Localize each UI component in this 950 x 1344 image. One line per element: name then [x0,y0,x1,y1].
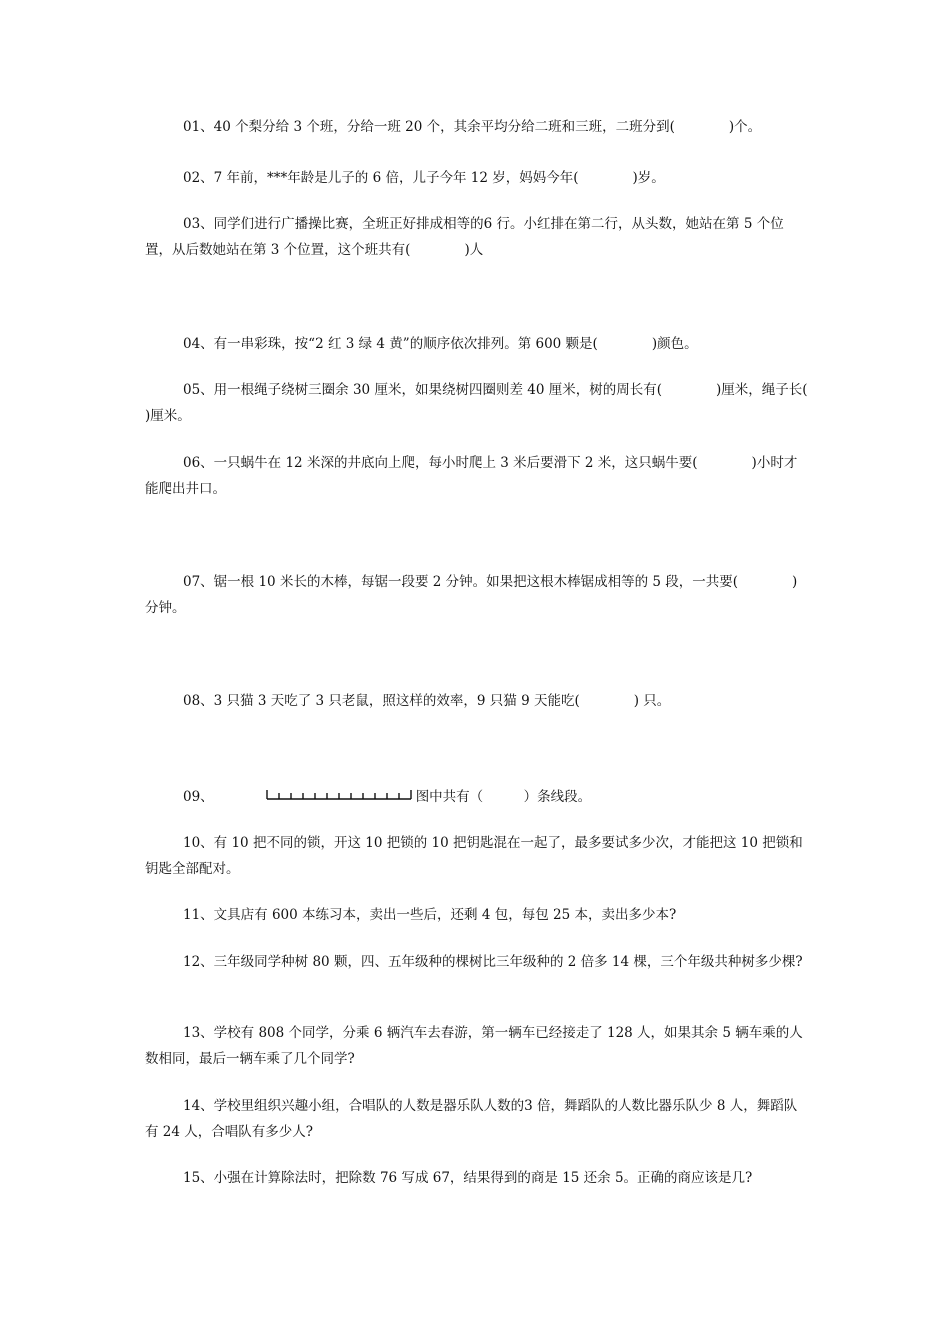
question-03: 03、同学们进行广播操比赛，全班正好排成相等的6 行。小红排在第二行，从头数，她站在第 5 个位置，从后数她站在第 3 个位置，这个班共有( )人 [145,216,784,258]
question-09-text: 图中共有（ ）条线段。 [415,789,592,805]
question-04: 04、有一串彩珠，按“2 红 3 绿 4 黄”的顺序依次排列。第 600 颗是( )颜色。 [183,336,698,352]
question-06: 06、一只蜗牛在 12 米深的井底向上爬，每小时爬上 3 米后要滑下 2 米，这只蜗牛要( )小时才能爬出井口。 [145,455,798,497]
question-13: 13、学校有 808 个同学，分乘 6 辆汽车去春游，第一辆车已经接走了 128 人，如果其余 5 辆车乘的人数相同，最后一辆车乘了几个同学? [145,1025,803,1067]
question-14: 14、学校里组织兴趣小组，合唱队的人数是器乐队人数的3 倍，舞蹈队的人数比器乐队少 8 人，舞蹈队有 24 人，合唱队有多少人? [145,1098,798,1140]
question-10: 10、有 10 把不同的锁，开这 10 把锁的 10 把钥匙混在一起了，最多要试多少次，才能把这 10 把锁和钥匙全部配对。 [145,835,803,877]
question-09-number: 09、 [183,789,214,805]
question-15: 15、小强在计算除法时，把除数 76 写成 67，结果得到的商是 15 还余 5。正确的商应该是几? [183,1170,753,1186]
question-02: 02、7 年前，***年龄是儿子的 6 倍，儿子今年 12 岁，妈妈今年( )岁。 [183,170,665,186]
line-segment-diagram [228,785,412,811]
question-11: 11、文具店有 600 本练习本，卖出一些后，还剩 4 包，每包 25 本，卖出多少本? [183,907,677,923]
question-07: 07、锯一根 10 米长的木棒，每锯一段要 2 分钟。如果把这根木棒锯成相等的 5 段，一共要( )分钟。 [145,574,798,616]
question-01: 01、40 个梨分给 3 个班，分给一班 20 个，其余平均分给二班和三班，二班分到( )个。 [183,119,762,135]
question-05: 05、用一根绳子绕树三圈余 30 厘米，如果绕树四圈则差 40 厘米，树的周长有( )厘米，绳子长( )厘米。 [145,382,862,424]
question-08: 08、3 只猫 3 天吃了 3 只老鼠，照这样的效率，9 只猫 9 天能吃( ) 只。 [183,693,671,709]
question-09 [145,784,810,811]
question-12: 12、三年级同学种树 80 颗，四、五年级种的棵树比三年级种的 2 倍多 14 棵，三个年级共种树多少棵? [183,954,803,970]
